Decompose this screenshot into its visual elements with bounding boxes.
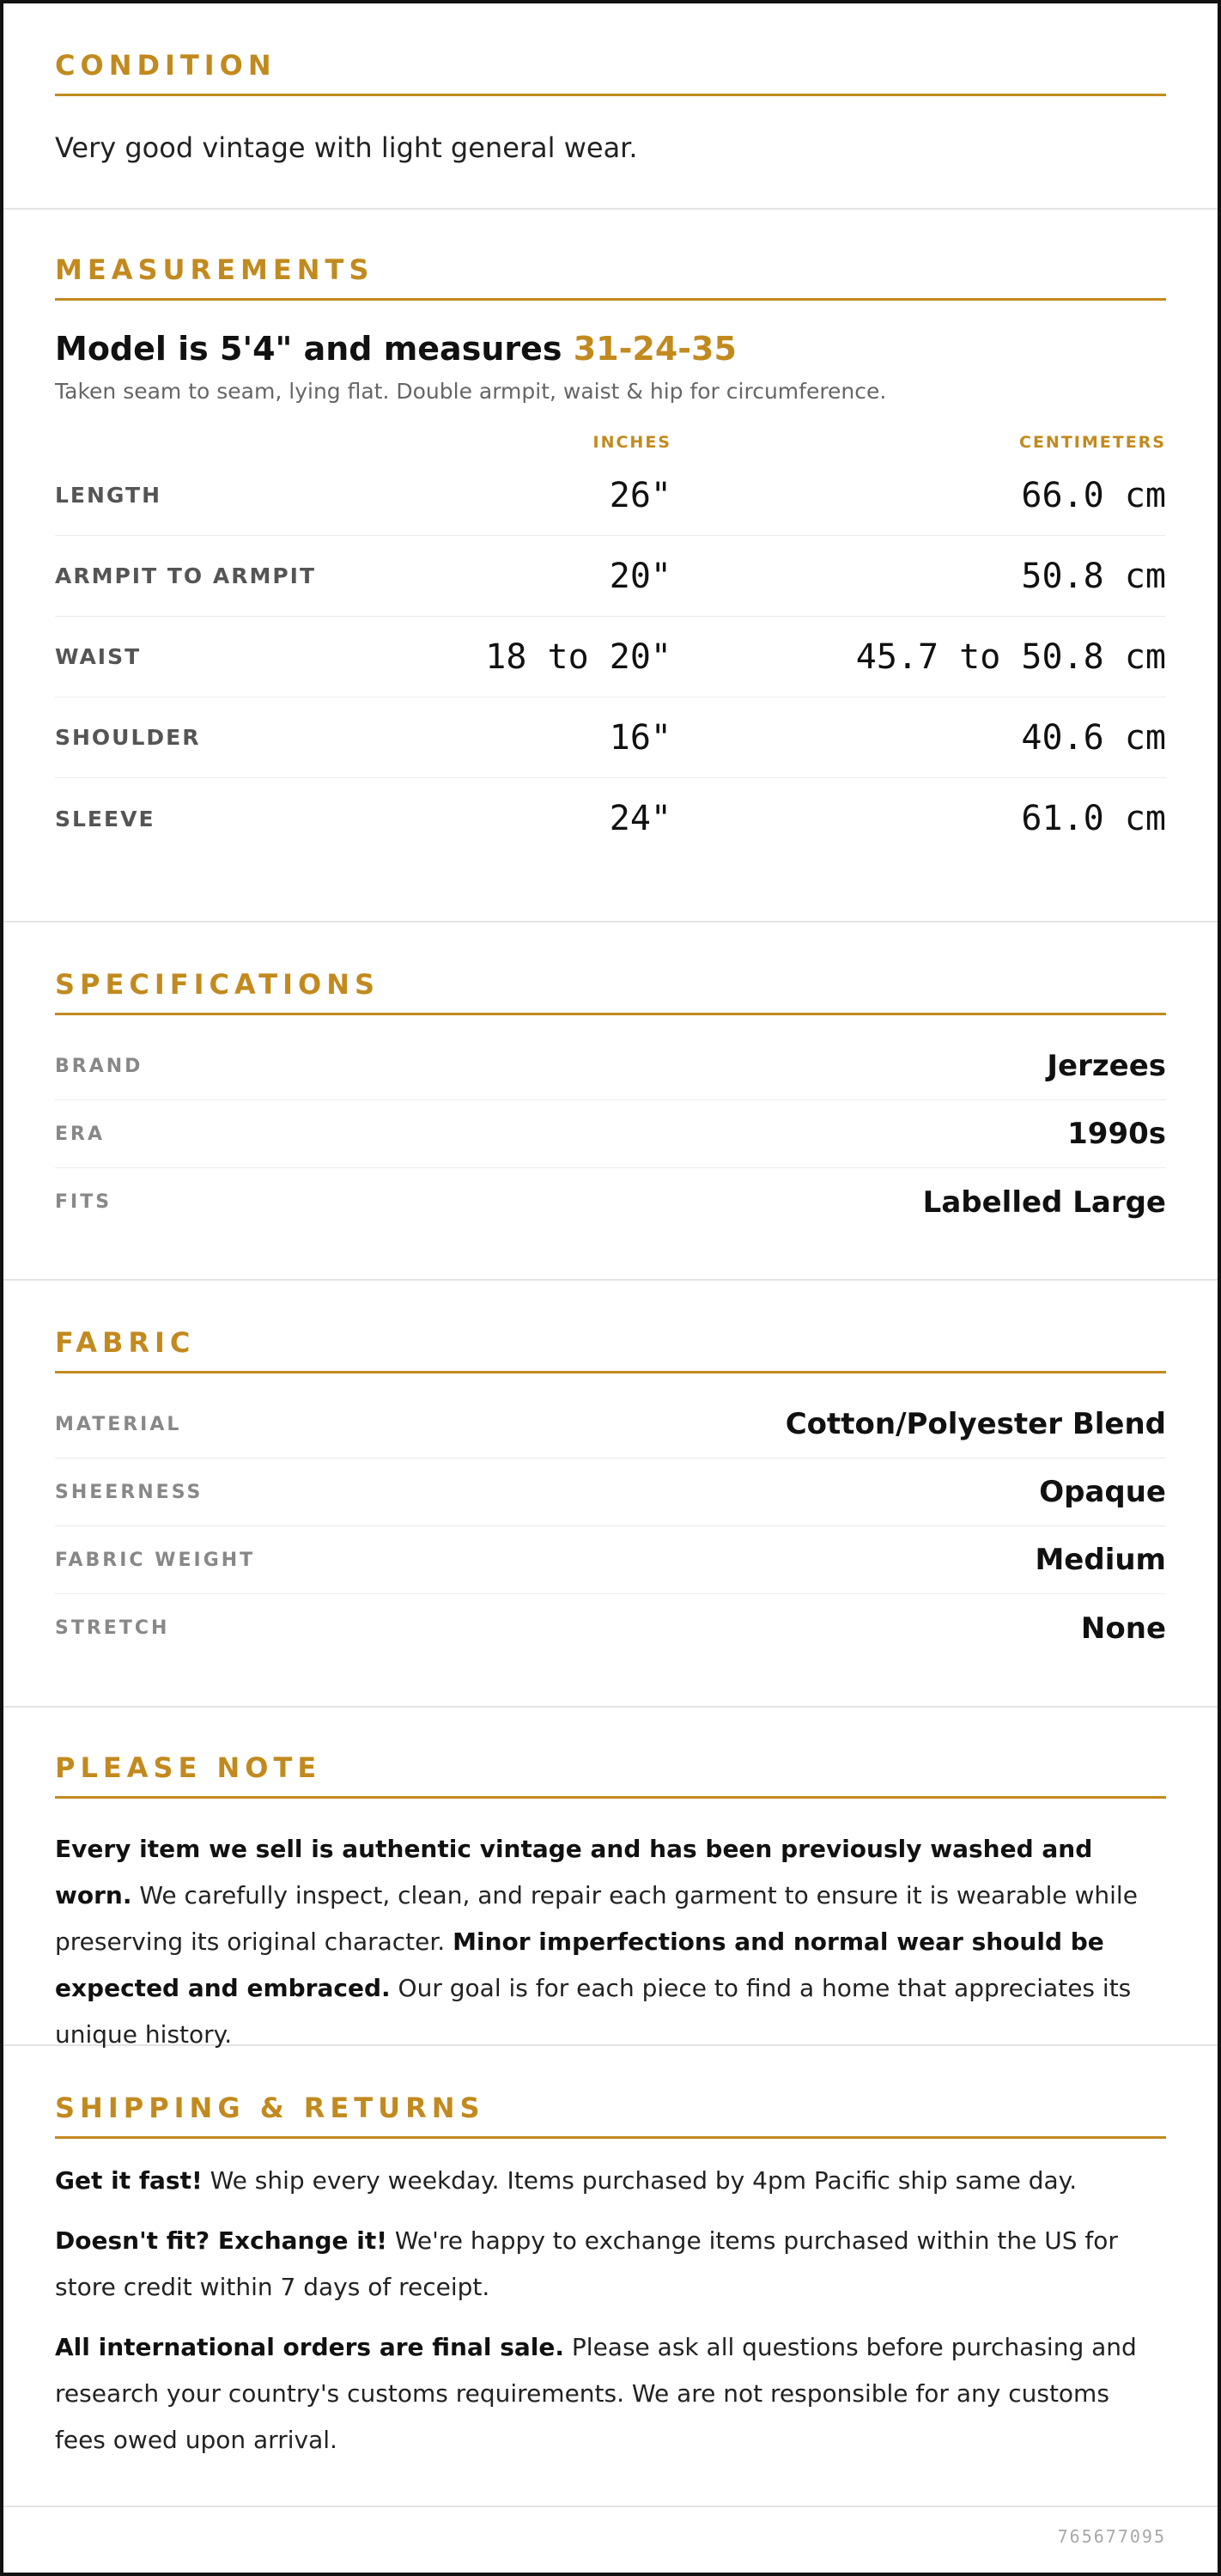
note-text-1: We carefully inspect, clean, and repair each garment to ensure it is wearable while preserving its original character. <box>55 1881 1138 1956</box>
shipping-text-2: We're happy to exchange items purchased within the US for store credit within 7 days of receipt. <box>55 2226 1118 2301</box>
spec-row-fits <box>55 1168 1166 1236</box>
measurement-label: WAIST <box>55 644 142 669</box>
spec-row-brand <box>55 1032 1166 1100</box>
centimeters-column-header: CENTIMETERS <box>1019 433 1166 452</box>
spec-value: Labelled Large <box>922 1184 1166 1220</box>
measurement-row-armpit <box>55 536 1166 617</box>
fabric-value: Cotton/Polyester Blend <box>785 1407 1166 1441</box>
measurement-inches: 26" <box>609 475 671 515</box>
measurement-note: Taken seam to seam, lying flat. Double armpit, waist & hip for circumference. <box>55 379 887 404</box>
fabric-value: None <box>1080 1611 1166 1646</box>
measurement-label: LENGTH <box>55 483 161 508</box>
fabric-value: Opaque <box>1039 1475 1166 1509</box>
model-measures-value: 31-24-35 <box>573 330 737 368</box>
measurement-cm: 40.6 cm <box>1021 717 1166 758</box>
model-prefix: Model is 5'4" and measures <box>55 330 574 368</box>
measurement-row-shoulder <box>55 697 1166 778</box>
fabric-row-sheerness <box>55 1459 1166 1526</box>
measurements-section <box>3 210 1218 923</box>
condition-heading: CONDITION <box>55 48 1166 96</box>
spec-value: Jerzees <box>1047 1049 1166 1083</box>
shipping-bold-1: Get it fast! <box>55 2166 203 2195</box>
measurement-inches: 20" <box>609 556 671 596</box>
shipping-returns-heading: SHIPPING & RETURNS <box>55 2091 1166 2139</box>
fabric-row-weight <box>55 1526 1166 1594</box>
note-text-2: Our goal is for each piece to find a home that appreciates its unique history. <box>55 1974 1132 2049</box>
specifications-heading: SPECIFICATIONS <box>55 967 1166 1015</box>
measurement-cm: 45.7 to 50.8 cm <box>855 636 1166 677</box>
measurements-heading: MEASUREMENTS <box>55 253 1166 301</box>
fabric-label: SHEERNESS <box>55 1481 204 1503</box>
measurement-cm: 61.0 cm <box>1021 799 1166 838</box>
specifications-section <box>3 923 1218 1281</box>
shipping-text-1: We ship every weekday. Items purchased by 4pm Pacific ship same day. <box>202 2166 1078 2195</box>
spec-row-era <box>55 1100 1166 1168</box>
fabric-label: MATERIAL <box>55 1413 182 1435</box>
shipping-paragraph-2 <box>55 2218 1166 2311</box>
spec-label: BRAND <box>55 1055 143 1077</box>
fabric-row-stretch <box>55 1594 1166 1662</box>
fabric-label: FABRIC WEIGHT <box>55 1549 256 1571</box>
please-note-section <box>3 1708 1218 2049</box>
shipping-returns-section <box>3 2046 1218 2507</box>
measurement-label: ARMPIT TO ARMPIT <box>55 563 317 588</box>
shipping-text-3: Please ask all questions before purchasing and research your country's customs requirements. We are not responsible for any customs fees owed upon arrival. <box>55 2333 1137 2454</box>
measurement-inches: 16" <box>609 717 671 758</box>
shipping-bold-3: All international orders are final sale. <box>55 2333 565 2361</box>
note-bold-2: Minor imperfections and normal wear should be expected and embraced. <box>55 1927 1104 2002</box>
condition-section <box>3 3 1218 210</box>
spec-label: ERA <box>55 1123 105 1145</box>
measurement-inches: 24" <box>609 799 671 838</box>
model-measurements <box>55 328 1166 369</box>
spec-label: FITS <box>55 1191 112 1213</box>
please-note-text <box>55 1826 1166 2058</box>
inches-column-header: INCHES <box>592 433 671 452</box>
measurement-label: SLEEVE <box>55 806 155 831</box>
measurement-label: SHOULDER <box>55 725 201 750</box>
measurement-row-waist <box>55 617 1166 697</box>
measurement-inches: 18 to 20" <box>485 636 671 677</box>
measurement-cm: 66.0 cm <box>1021 475 1166 515</box>
fabric-value: Medium <box>1035 1543 1166 1577</box>
fabric-section <box>3 1281 1218 1708</box>
shipping-paragraph-1 <box>55 2158 1166 2204</box>
please-note-heading: PLEASE NOTE <box>55 1751 1166 1799</box>
fabric-heading: FABRIC <box>55 1325 1166 1373</box>
measurements-table-header <box>55 429 1166 455</box>
measurement-row-sleeve <box>55 778 1166 859</box>
shipping-paragraph-3 <box>55 2324 1166 2463</box>
note-bold-1: Every item we sell is authentic vintage and has been previously washed and worn. <box>55 1835 1093 1909</box>
measurement-cm: 50.8 cm <box>1021 556 1166 596</box>
fabric-row-material <box>55 1391 1166 1459</box>
fabric-label: STRETCH <box>55 1617 170 1639</box>
condition-text: Very good vintage with light general wear. <box>55 131 638 164</box>
spec-value: 1990s <box>1067 1117 1166 1151</box>
shipping-bold-2: Doesn't fit? Exchange it! <box>55 2226 387 2255</box>
product-id: 765677095 <box>1057 2526 1166 2547</box>
measurement-row-length <box>55 455 1166 536</box>
